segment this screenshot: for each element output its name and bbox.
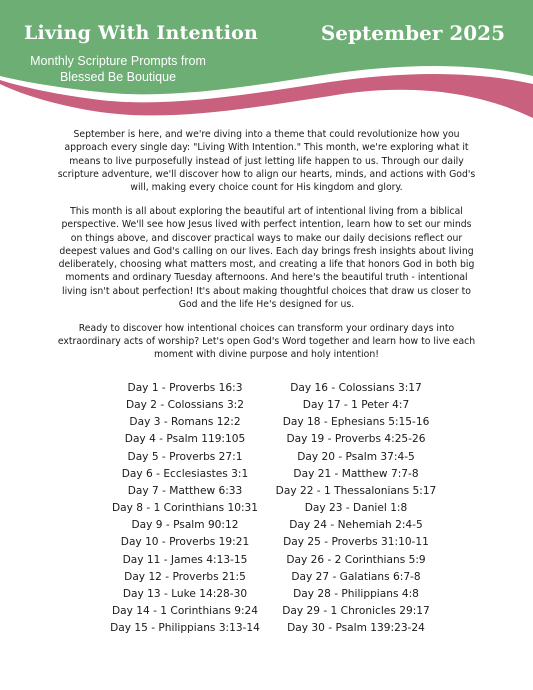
reading-item: Day 9 - Psalm 90:12 [131, 519, 239, 532]
intro-text [56, 128, 477, 372]
reading-item: Day 5 - Proverbs 27:1 [127, 450, 243, 463]
reading-item: Day 8 - 1 Corinthians 10:31 [111, 502, 259, 515]
reading-item: Day 28 - Philippians 4:8 [293, 587, 419, 600]
readings-column-left [85, 380, 285, 637]
reading-item: Day 4 - Psalm 119:105 [124, 433, 246, 446]
reading-item: Day 11 - James 4:13-15 [122, 553, 248, 566]
reading-item: Day 16 - Colossians 3:17 [290, 382, 422, 394]
readings-column-right [256, 380, 456, 637]
banner-subtitle: Monthly Scripture Prompts from Blessed Be Boutique [30, 54, 206, 84]
header-banner [0, 0, 533, 140]
reading-item: Day 3 - Romans 12:2 [129, 416, 241, 429]
banner-title: Living With Intention [24, 22, 259, 44]
reading-item: Day 26 - 2 Corinthians 5:9 [286, 553, 426, 566]
reading-item: Day 24 - Nehemiah 2:4-5 [289, 519, 423, 532]
intro-paragraph: This month is all about exploring the beautiful art of intentional living from a biblical perspective. We'll see how Jesus lived with perfect intention, learn how to set our minds on things above, and discover practical ways to make our daily decisions reflect our deepest values and God's calling on our lives. Each day brings fresh insights about living deliberately, choosing what matters most, and creating a life that honors God in both big moments and ordinary Tuesday afternoons. And here's the beautiful truth - intentional living isn't about perfection! It's about making thoughtful choices that draw us closer to God and the life He's designed for us. [58, 205, 475, 311]
banner-month: September 2025 [320, 21, 505, 45]
reading-item: Day 2 - Colossians 3:2 [125, 399, 244, 412]
reading-item: Day 21 - Matthew 7:7-8 [293, 467, 419, 480]
intro-paragraph: Ready to discover how intentional choices can transform your ordinary days into extraordinary acts of worship? Let's open God's Word together and learn how to live each moment with divine purpose and holy intention! [57, 322, 476, 361]
reading-item: Day 27 - Galatians 6:7-8 [291, 570, 421, 583]
reading-item: Day 12 - Proverbs 21:5 [124, 570, 246, 583]
reading-item: Day 10 - Proverbs 19:21 [120, 536, 250, 549]
reading-item: Day 14 - 1 Corinthians 9:24 [111, 605, 259, 618]
reading-item: Day 17 - 1 Peter 4:7 [302, 399, 410, 412]
reading-item: Day 30 - Psalm 139:23-24 [287, 622, 425, 635]
reading-item: Day 6 - Ecclesiastes 3:1 [121, 467, 249, 480]
reading-item: Day 18 - Ephesians 5:15-16 [282, 416, 430, 429]
reading-item: Day 29 - 1 Chronicles 29:17 [282, 605, 430, 618]
reading-item: Day 19 - Proverbs 4:25-26 [286, 433, 426, 446]
reading-item: Day 23 - Daniel 1:8 [304, 502, 408, 515]
intro-paragraph: September is here, and we're diving into a theme that could revolutionize how you approach every single day: "Living With Intention." This month, we're exploring what it means to live purposefully instead of just letting life happen to us. Through our daily scripture adventure, we'll discover how to align our hearts, minds, and actions with God's will, making every choice count for His kingdom and glory. [57, 129, 476, 194]
reading-item: Day 25 - Proverbs 31:10-11 [283, 536, 429, 549]
reading-item: Day 7 - Matthew 6:33 [127, 484, 243, 497]
reading-item: Day 22 - 1 Thessalonians 5:17 [275, 484, 437, 497]
reading-item: Day 1 - Proverbs 16:3 [127, 382, 243, 394]
reading-item: Day 20 - Psalm 37:4-5 [297, 450, 415, 463]
reading-item: Day 15 - Philippians 3:13-14 [110, 622, 260, 635]
reading-item: Day 13 - Luke 14:28-30 [122, 587, 248, 600]
